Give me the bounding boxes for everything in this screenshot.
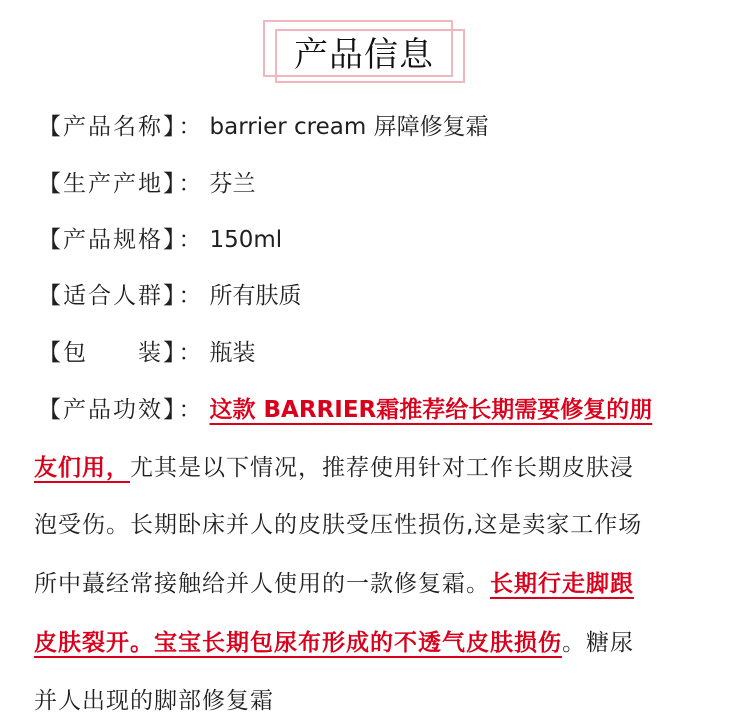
info-label: 【适合人群】: [38, 283, 177, 309]
info-label: 【产品规格】: [38, 227, 177, 253]
info-label: 【产品名称】: [38, 114, 177, 140]
info-row-name: [38, 108, 489, 141]
info-value: barrier cream 屏障修复霜: [209, 114, 489, 140]
info-colon: ：: [178, 171, 202, 197]
info-label: 【包 装】: [38, 340, 177, 366]
body-line-2: 泡受伤。长期卧床并人的皮肤受压性损伤,这是卖家工作场: [34, 512, 643, 538]
page-title: 产品信息: [294, 35, 434, 75]
info-row-origin: [38, 165, 256, 198]
info-colon: ：: [178, 397, 202, 423]
info-value: 150ml: [209, 227, 283, 253]
body-line-3: [34, 565, 634, 598]
body-text: 所中蕞经常接触给并人使用的一款修复霜。: [34, 571, 490, 597]
info-row-packaging: [38, 334, 256, 367]
highlight-text: 皮肤裂开。宝宝长期包尿布形成的不透气皮肤损伤: [34, 630, 562, 656]
info-row-audience: [38, 277, 302, 310]
body-text: 。糖尿: [562, 630, 634, 656]
body-line-5: 并人出现的脚部修复霜: [34, 688, 274, 714]
info-colon: ：: [178, 227, 202, 253]
highlight-text: 友们用，: [34, 455, 130, 481]
body-line-1: [34, 449, 634, 482]
highlight-text: 长期行走脚跟: [490, 571, 634, 597]
info-value: 所有肤质: [209, 283, 302, 309]
info-colon: ：: [178, 340, 202, 366]
body-line-4: [34, 624, 634, 657]
info-colon: ：: [178, 114, 202, 140]
body-text: 尤其是以下情况，推荐使用针对工作长期皮肤浸: [130, 455, 634, 481]
info-label: 【生产产地】: [38, 171, 177, 197]
info-row-spec: [38, 221, 282, 254]
info-value-highlight: 这款 BARRIER霜推荐给长期需要修复的朋: [209, 397, 653, 423]
info-label: 【产品功效】: [38, 397, 177, 423]
info-value: 瓶装: [209, 340, 256, 366]
info-colon: ：: [178, 283, 202, 309]
info-row-effect: [38, 391, 652, 424]
info-value: 芬兰: [209, 171, 256, 197]
